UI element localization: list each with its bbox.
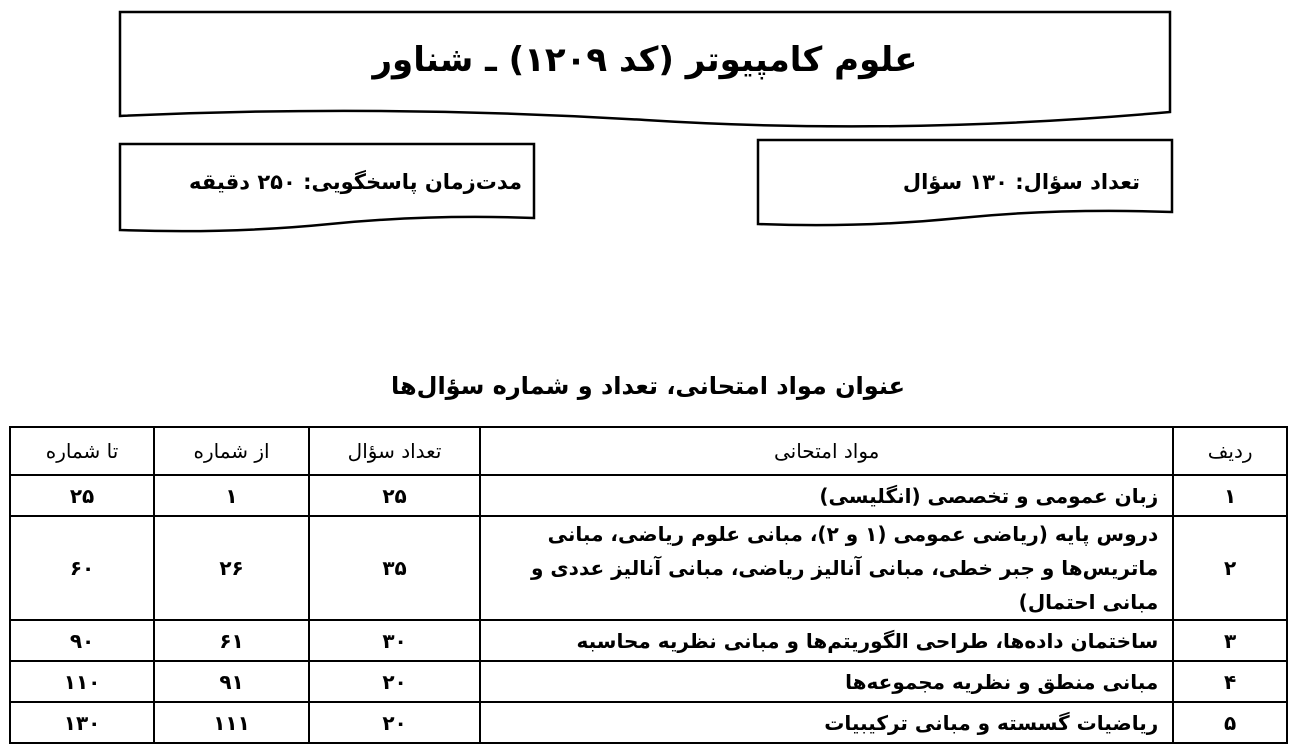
table-row [10,661,1287,702]
row-subject: ریاضیات گسسته و مبانی ترکیبیات [480,702,1173,743]
table-row [10,620,1287,661]
question-count: تعداد سؤال: ۱۳۰ سؤال [902,170,1140,194]
answer-duration: مدت‌زمان پاسخگویی: ۲۵۰ دقیقه [189,170,522,194]
row-number: ۲ [1173,516,1287,620]
table-row [10,702,1287,743]
table-row [10,475,1287,516]
table-header-row [10,427,1287,475]
table-row [10,516,1287,620]
row-from-number: ۱ [154,475,309,516]
header-subject: مواد امتحانی [480,427,1173,475]
row-to-number: ۶۰ [10,516,154,620]
row-question-count: ۳۵ [309,516,480,620]
row-question-count: ۲۰ [309,702,480,743]
row-to-number: ۹۰ [10,620,154,661]
row-to-number: ۲۵ [10,475,154,516]
row-from-number: ۱۱۱ [154,702,309,743]
row-from-number: ۹۱ [154,661,309,702]
header-to-number: تا شماره [10,427,154,475]
row-question-count: ۲۵ [309,475,480,516]
row-number: ۴ [1173,661,1287,702]
header-row-number: ردیف [1173,427,1287,475]
row-to-number: ۱۱۰ [10,661,154,702]
subjects-table [9,426,1288,744]
header-question-count: تعداد سؤال [309,427,480,475]
row-from-number: ۲۶ [154,516,309,620]
header-from-number: از شماره [154,427,309,475]
row-question-count: ۳۰ [309,620,480,661]
row-to-number: ۱۳۰ [10,702,154,743]
row-from-number: ۶۱ [154,620,309,661]
row-question-count: ۲۰ [309,661,480,702]
table-title: عنوان مواد امتحانی، تعداد و شماره سؤال‌ها [390,372,906,400]
row-subject: مبانی منطق و نظریه مجموعه‌ها [480,661,1173,702]
row-subject: ساختمان داده‌ها، طراحی الگوریتم‌ها و مبانی نظریه محاسبه [480,620,1173,661]
row-number: ۱ [1173,475,1287,516]
row-number: ۳ [1173,620,1287,661]
exam-title: علوم کامپیوتر (کد ۱۲۰۹) ـ شناور [372,40,918,80]
row-number: ۵ [1173,702,1287,743]
row-subject: دروس پایه (ریاضی عمومی (۱ و ۲)، مبانی علوم ریاضی، مبانی ماتریس‌ها و جبر خطی، مبانی آنالیز ریاضی، مبانی آنالیز عددی و مبانی احتمال) [480,516,1173,620]
row-subject: زبان عمومی و تخصصی (انگلیسی) [480,475,1173,516]
